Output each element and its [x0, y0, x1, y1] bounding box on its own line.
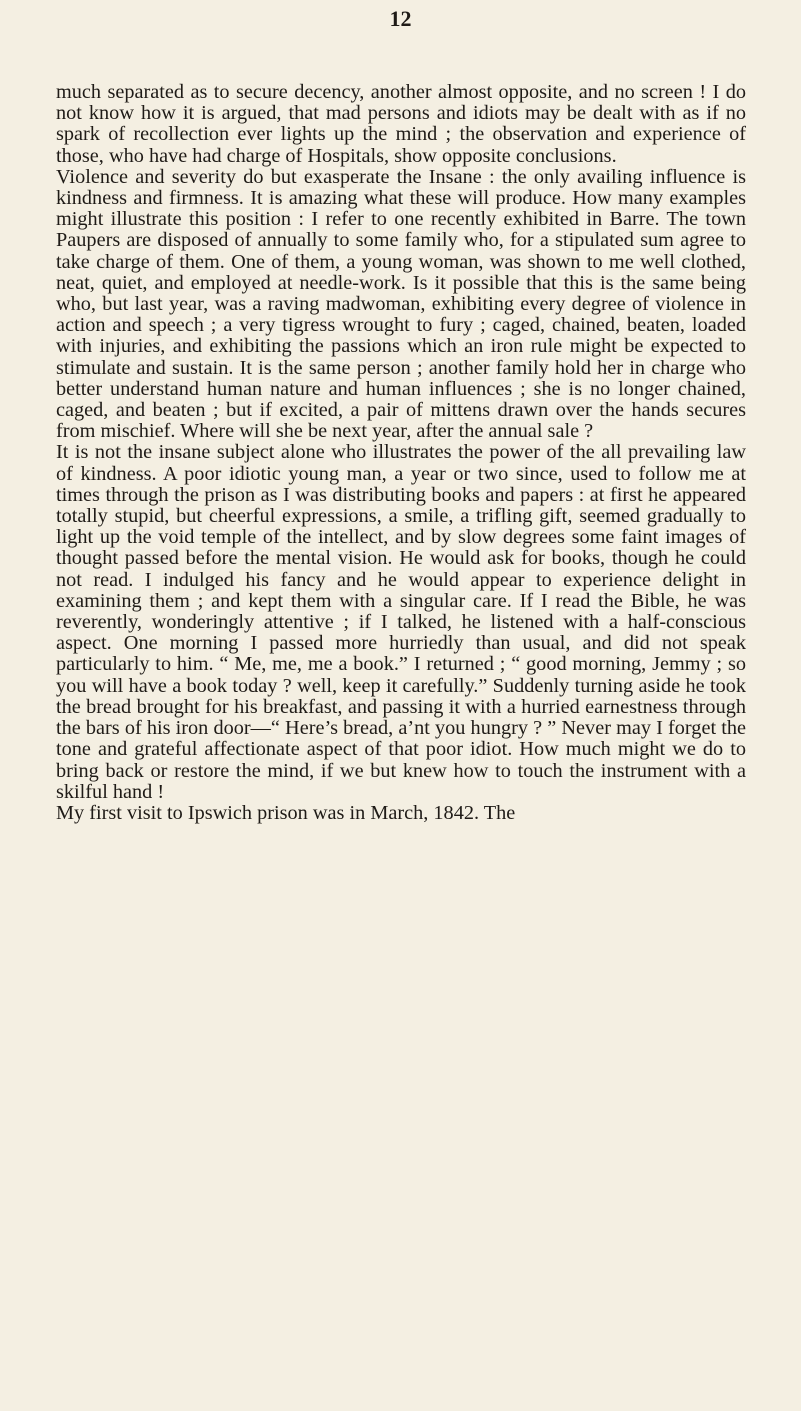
paragraph-2: Violence and severity do but exasperate the Insane : the only availing influence is kindness and firmness. It is amazing what these will produce. How many examples might illustrate this position : I refer to one recently exhibited in Barre. The town Paupers are disposed of annually to some family who, for a stipulated sum agree to take charge of them. One of them, a young woman, was shown to me well clothed, neat, quiet, and employed at needle-work. Is it possible that this is the same being who, but last year, was a raving madwoman, exhibiting every degree of violence in action and speech ; a very tigress wrought to fury ; caged, chained, beaten, loaded with injuries, and exhibiting the passions which an iron rule might be expected to stimulate and sustain. It is the same person ; another family hold her in charge who better understand human nature and human influences ; she is no longer chained, caged, and beaten ; but if excited, a pair of mittens drawn over the hands secures from mischief. Where will she be next year, after the annual sale ? — [56, 165, 746, 443]
paragraph-4: My first visit to Ipswich prison was in March, 1842. The — [56, 801, 516, 824]
paragraph-3: It is not the insane subject alone who illustrates the power of the all prevailing law of kindness. A poor idiotic young man, a year or two since, used to follow me at times through the prison as I was distributing books and papers : at first he appeared totally stupid, but cheerful expressions, a smile, a trifling gift, seemed gradually to light up the void temple of the intellect, and by slow degrees some faint images of thought passed before the mental vision. He would ask for books, though he could not read. I indulged his fancy and he would appear to experience delight in examining them ; and kept them with a singular care. If I read the Bible, he was reverently, wonderingly attentive ; if I talked, he listened with a half-conscious aspect. One morning I passed more hurriedly than usual, and did not speak particularly to him. “ Me, me, me a book.” I returned ; “ good morning, Jemmy ; so you will have a book today ? well, keep it carefully.” Suddenly turning aside he took the bread brought for his breakfast, and passing it with a hurried earnestness through the bars of his iron door—“ Here’s bread, a’nt you hungry ? ” Never may I forget the tone and grateful affectionate aspect of that poor idiot. How much might we do to bring back or restore the mind, if we but knew how to touch the instrument with a skilful hand ! — [56, 441, 746, 803]
body-text — [56, 82, 746, 824]
paragraph-1: much separated as to secure decency, another almost opposite, and no screen ! I do not know how it is argued, that mad persons and idiots may be dealt with as if no spark of recollection ever lights up the mind ; the observation and experience of those, who have had charge of Hospitals, show opposite conclusions. — [56, 81, 746, 167]
page-number: 12 — [389, 6, 412, 31]
